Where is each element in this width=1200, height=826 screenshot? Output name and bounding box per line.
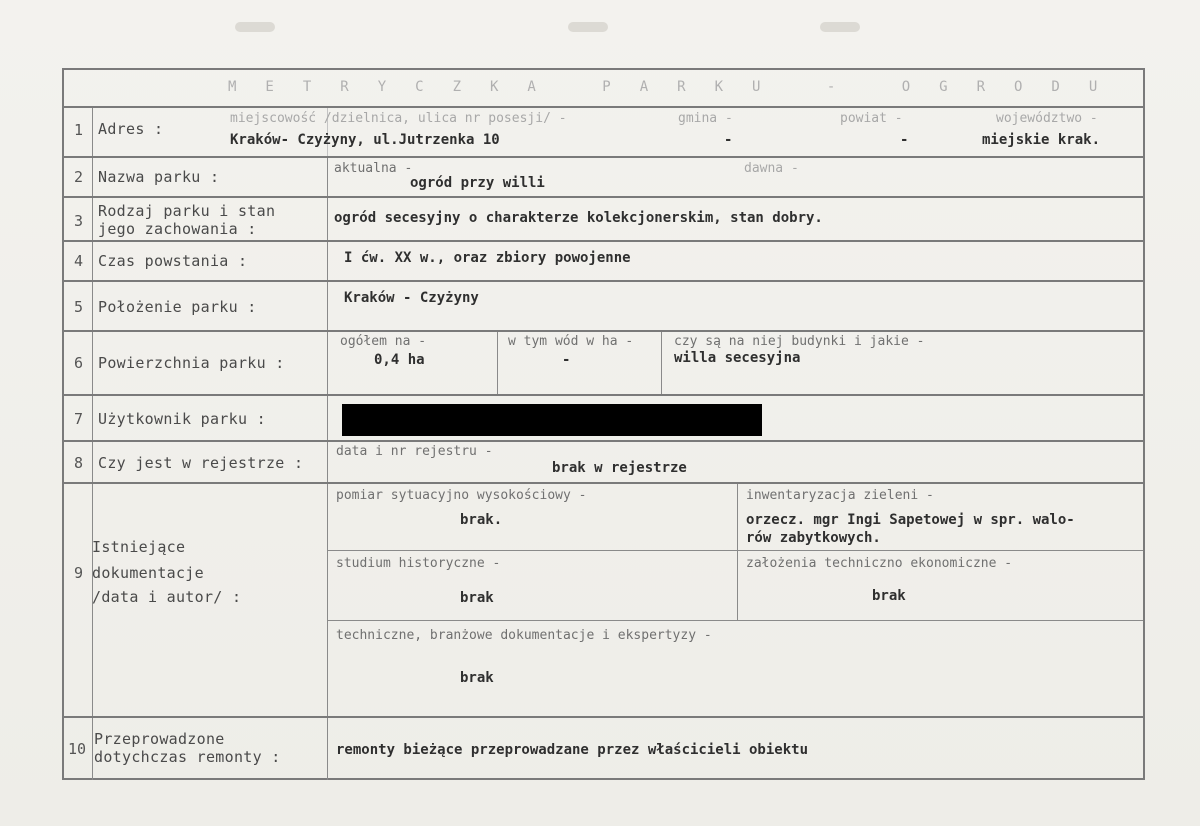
- row-label-line2: dokumentacje: [92, 564, 204, 582]
- row-number: 9: [74, 564, 84, 582]
- tech-econ-caption: założenia techniczno ekonomiczne -: [746, 556, 1013, 571]
- history-value: brak: [460, 590, 494, 606]
- form-title: METRYCZKA PARKU - OGRODU: [228, 79, 1127, 95]
- history-caption: studium historyczne -: [336, 556, 501, 571]
- row-renovations: [64, 718, 1143, 780]
- voivodeship-caption: województwo -: [996, 111, 1098, 126]
- street-caption: miejscowość /dzielnica, ulica nr posesji/ -: [230, 111, 567, 126]
- voivodeship-value: miejskie krak.: [982, 132, 1101, 148]
- row-label: Położenie parku :: [98, 298, 257, 316]
- row-number: 3: [74, 212, 84, 230]
- row-creation-time: [64, 242, 1143, 282]
- row-number: 6: [74, 354, 84, 372]
- location-value: Kraków - Czyżyny: [344, 290, 479, 306]
- punch-hole: [820, 22, 860, 32]
- punch-hole: [568, 22, 608, 32]
- inventory-caption: inwentaryzacja zieleni -: [746, 488, 934, 503]
- inventory-value-line1: orzecz. mgr Ingi Sapetowej w spr. walo-: [746, 512, 1075, 528]
- row-number: 10: [68, 740, 87, 758]
- row-area: [64, 332, 1143, 396]
- row-label-line3: /data i autor/ :: [92, 588, 242, 606]
- row-park-user: [64, 396, 1143, 442]
- row-label: Adres :: [98, 120, 164, 138]
- row-number: 1: [74, 121, 84, 139]
- row-number: 5: [74, 298, 84, 316]
- row-location: [64, 282, 1143, 332]
- buildings-value: willa secesyjna: [674, 350, 801, 366]
- technical-docs-value: brak: [460, 670, 494, 686]
- creation-time-value: I ćw. XX w., oraz zbiory powojenne: [344, 250, 631, 266]
- register-value: brak w rejestrze: [552, 460, 687, 476]
- technical-docs-caption: techniczne, branżowe dokumentacje i ekspertyzy -: [336, 628, 712, 643]
- row-label: Powierzchnia parku :: [98, 354, 285, 372]
- current-name-value: ogród przy willi: [410, 175, 545, 191]
- row-address: [64, 108, 1143, 158]
- row-label: Nazwa parku :: [98, 168, 220, 186]
- inventory-value-line2: rów zabytkowych.: [746, 530, 881, 546]
- street-value: Kraków- Czyżyny, ul.Jutrzenka 10: [230, 132, 500, 148]
- survey-caption: pomiar sytuacyjno wysokościowy -: [336, 488, 587, 503]
- register-caption: data i nr rejestru -: [336, 444, 493, 459]
- row-number: 2: [74, 168, 84, 186]
- water-area-value: -: [562, 352, 571, 368]
- powiat-value: -: [900, 132, 909, 148]
- park-type-value: ogród secesyjny o charakterze kolekcjonerskim, stan dobry.: [334, 210, 823, 226]
- tech-econ-value: brak: [872, 588, 906, 604]
- row-label-line1: Istniejące: [92, 538, 186, 556]
- survey-value: brak.: [460, 512, 503, 528]
- total-area-value: 0,4 ha: [374, 352, 425, 368]
- row-number: 8: [74, 454, 84, 472]
- punch-hole: [235, 22, 275, 32]
- old-name-caption: dawna -: [744, 161, 799, 176]
- current-name-caption: aktualna -: [334, 161, 413, 176]
- buildings-caption: czy są na niej budynki i jakie -: [674, 334, 925, 349]
- row-label: Czas powstania :: [98, 252, 248, 270]
- redacted-owner-block: [342, 404, 762, 436]
- title-row: [64, 70, 1143, 108]
- row-number: 7: [74, 410, 84, 428]
- total-area-caption: ogółem na -: [340, 334, 427, 349]
- renovations-value: remonty bieżące przeprowadzane przez właścicieli obiektu: [336, 742, 809, 758]
- row-park-type: [64, 198, 1143, 242]
- row-label-line1: Przeprowadzone: [94, 730, 225, 748]
- row-label: Użytkownik parku :: [98, 410, 266, 428]
- row-label: Czy jest w rejestrze :: [98, 454, 304, 472]
- row-documentation: [64, 484, 1143, 718]
- water-area-caption: w tym wód w ha -: [508, 334, 634, 349]
- row-park-name: [64, 158, 1143, 198]
- gmina-caption: gmina -: [678, 111, 733, 126]
- row-number: 4: [74, 252, 84, 270]
- row-label-line2: dotychczas remonty :: [94, 748, 281, 766]
- park-record-form: [62, 68, 1145, 780]
- row-label-line2: jego zachowania :: [98, 220, 257, 238]
- powiat-caption: powiat -: [840, 111, 903, 126]
- gmina-value: -: [724, 132, 733, 148]
- row-label-line1: Rodzaj parku i stan: [98, 202, 276, 220]
- row-register: [64, 442, 1143, 484]
